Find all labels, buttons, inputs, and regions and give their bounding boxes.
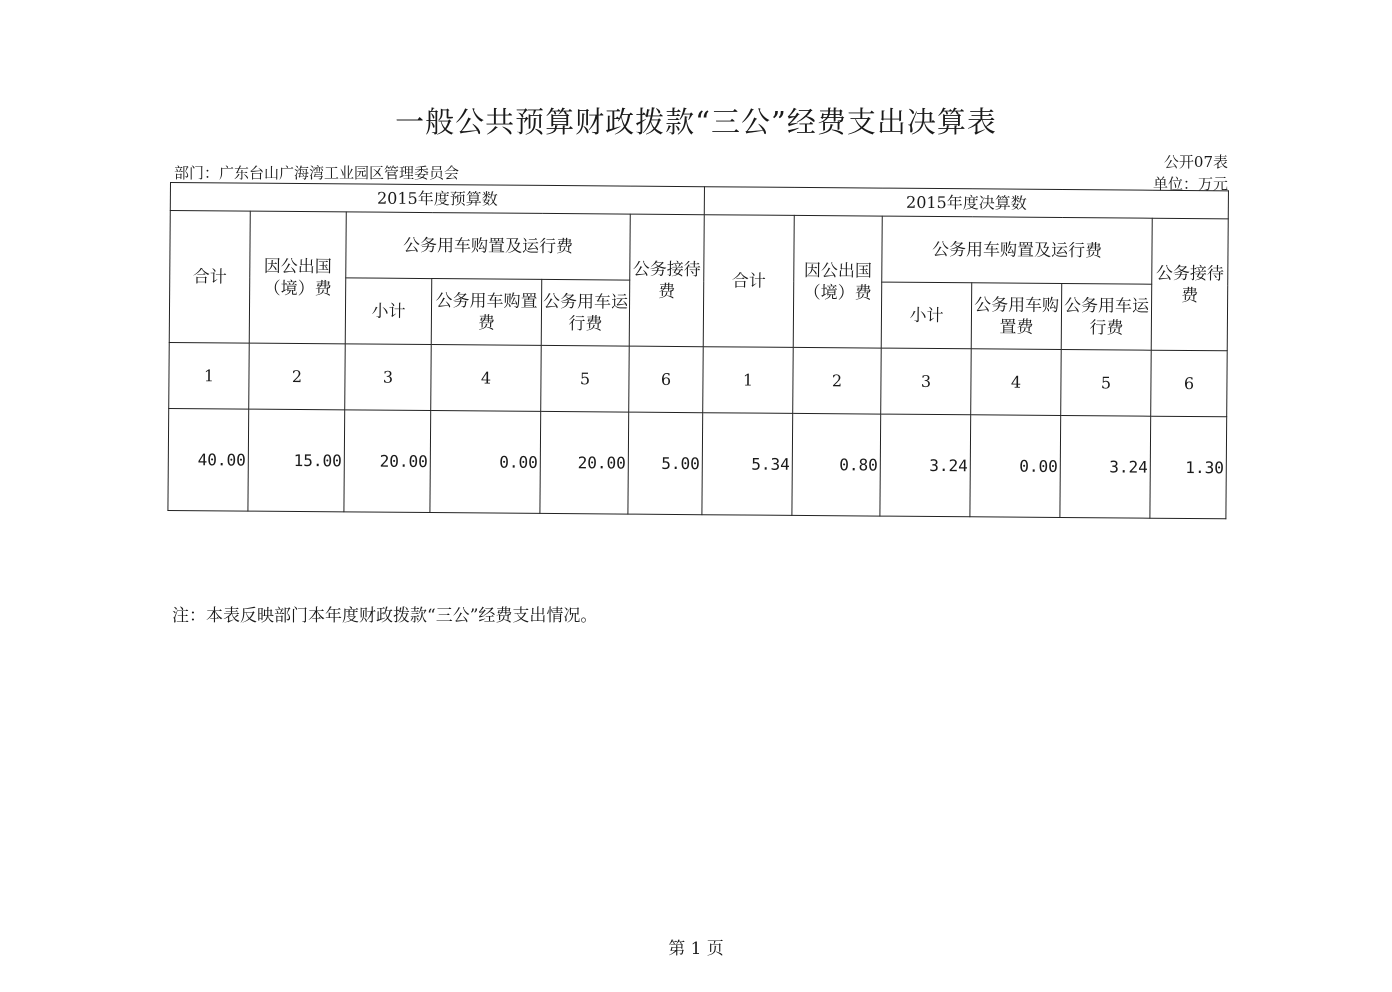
index-cell: 1 <box>703 347 794 414</box>
final-abroad-value: 0.80 <box>792 413 881 516</box>
budget-reception-value: 5.00 <box>628 412 703 515</box>
final-group-header: 2015年度决算数 <box>704 187 1228 219</box>
final-subtotal-value: 3.24 <box>880 414 971 517</box>
index-cell: 1 <box>169 342 250 409</box>
budget-abroad-value: 15.00 <box>248 409 345 512</box>
department-label: 部门：广东台山广海湾工业园区管理委员会 <box>174 164 460 182</box>
final-vehicle-purchase-value: 0.00 <box>970 415 1061 518</box>
budget-total-value: 40.00 <box>168 408 249 511</box>
index-cell: 2 <box>793 347 882 414</box>
final-vehicle-operation-value: 3.24 <box>1060 416 1151 519</box>
budget-vehicle-operation-header: 公务用车运行费 <box>541 279 630 346</box>
index-cell: 6 <box>629 346 704 413</box>
unit-label: 单位：万元 <box>1152 175 1228 193</box>
index-row <box>169 342 1228 416</box>
page-number: 第 1 页 <box>668 939 724 959</box>
budget-reception-header: 公务接待费 <box>629 214 704 347</box>
index-cell: 2 <box>249 343 346 410</box>
footnote: 注：本表反映部门本年度财政拨款“三公”经费支出情况。 <box>172 606 598 626</box>
index-cell: 6 <box>1151 350 1228 417</box>
budget-vehicle-operation-value: 20.00 <box>540 411 629 514</box>
budget-vehicle-purchase-value: 0.00 <box>430 411 541 514</box>
budget-subtotal-value: 20.00 <box>344 410 431 513</box>
index-cell: 3 <box>345 344 432 411</box>
index-cell: 4 <box>431 345 542 412</box>
budget-vehicle-group-header: 公务用车购置及运行费 <box>346 212 631 280</box>
final-total-header: 合计 <box>703 215 794 348</box>
budget-subtotal-header: 小计 <box>345 278 432 345</box>
final-abroad-header: 因公出国（境）费 <box>793 215 882 348</box>
final-vehicle-operation-header: 公务用车运行费 <box>1061 284 1152 351</box>
form-number: 公开07表 <box>1163 153 1228 171</box>
document-title: 一般公共预算财政拨款“三公”经费支出决算表 <box>395 105 997 139</box>
final-reception-value: 1.30 <box>1150 416 1227 519</box>
budget-vehicle-purchase-header: 公务用车购置费 <box>431 279 542 346</box>
budget-group-header: 2015年度预算数 <box>170 183 704 215</box>
final-vehicle-purchase-header: 公务用车购置费 <box>971 283 1062 350</box>
index-cell: 5 <box>541 345 630 412</box>
final-vehicle-group-header: 公务用车购置及运行费 <box>882 216 1153 284</box>
value-row <box>168 408 1227 518</box>
index-cell: 4 <box>971 349 1062 416</box>
expenditure-table <box>167 182 1229 519</box>
budget-total-header: 合计 <box>169 211 250 344</box>
budget-abroad-header: 因公出国（境）费 <box>249 211 346 344</box>
final-subtotal-header: 小计 <box>881 282 972 349</box>
index-cell: 3 <box>881 348 972 415</box>
expenditure-table-wrapper <box>167 182 1228 519</box>
index-cell: 5 <box>1061 350 1152 417</box>
final-total-value: 5.34 <box>702 413 793 516</box>
final-reception-header: 公务接待费 <box>1151 218 1228 351</box>
